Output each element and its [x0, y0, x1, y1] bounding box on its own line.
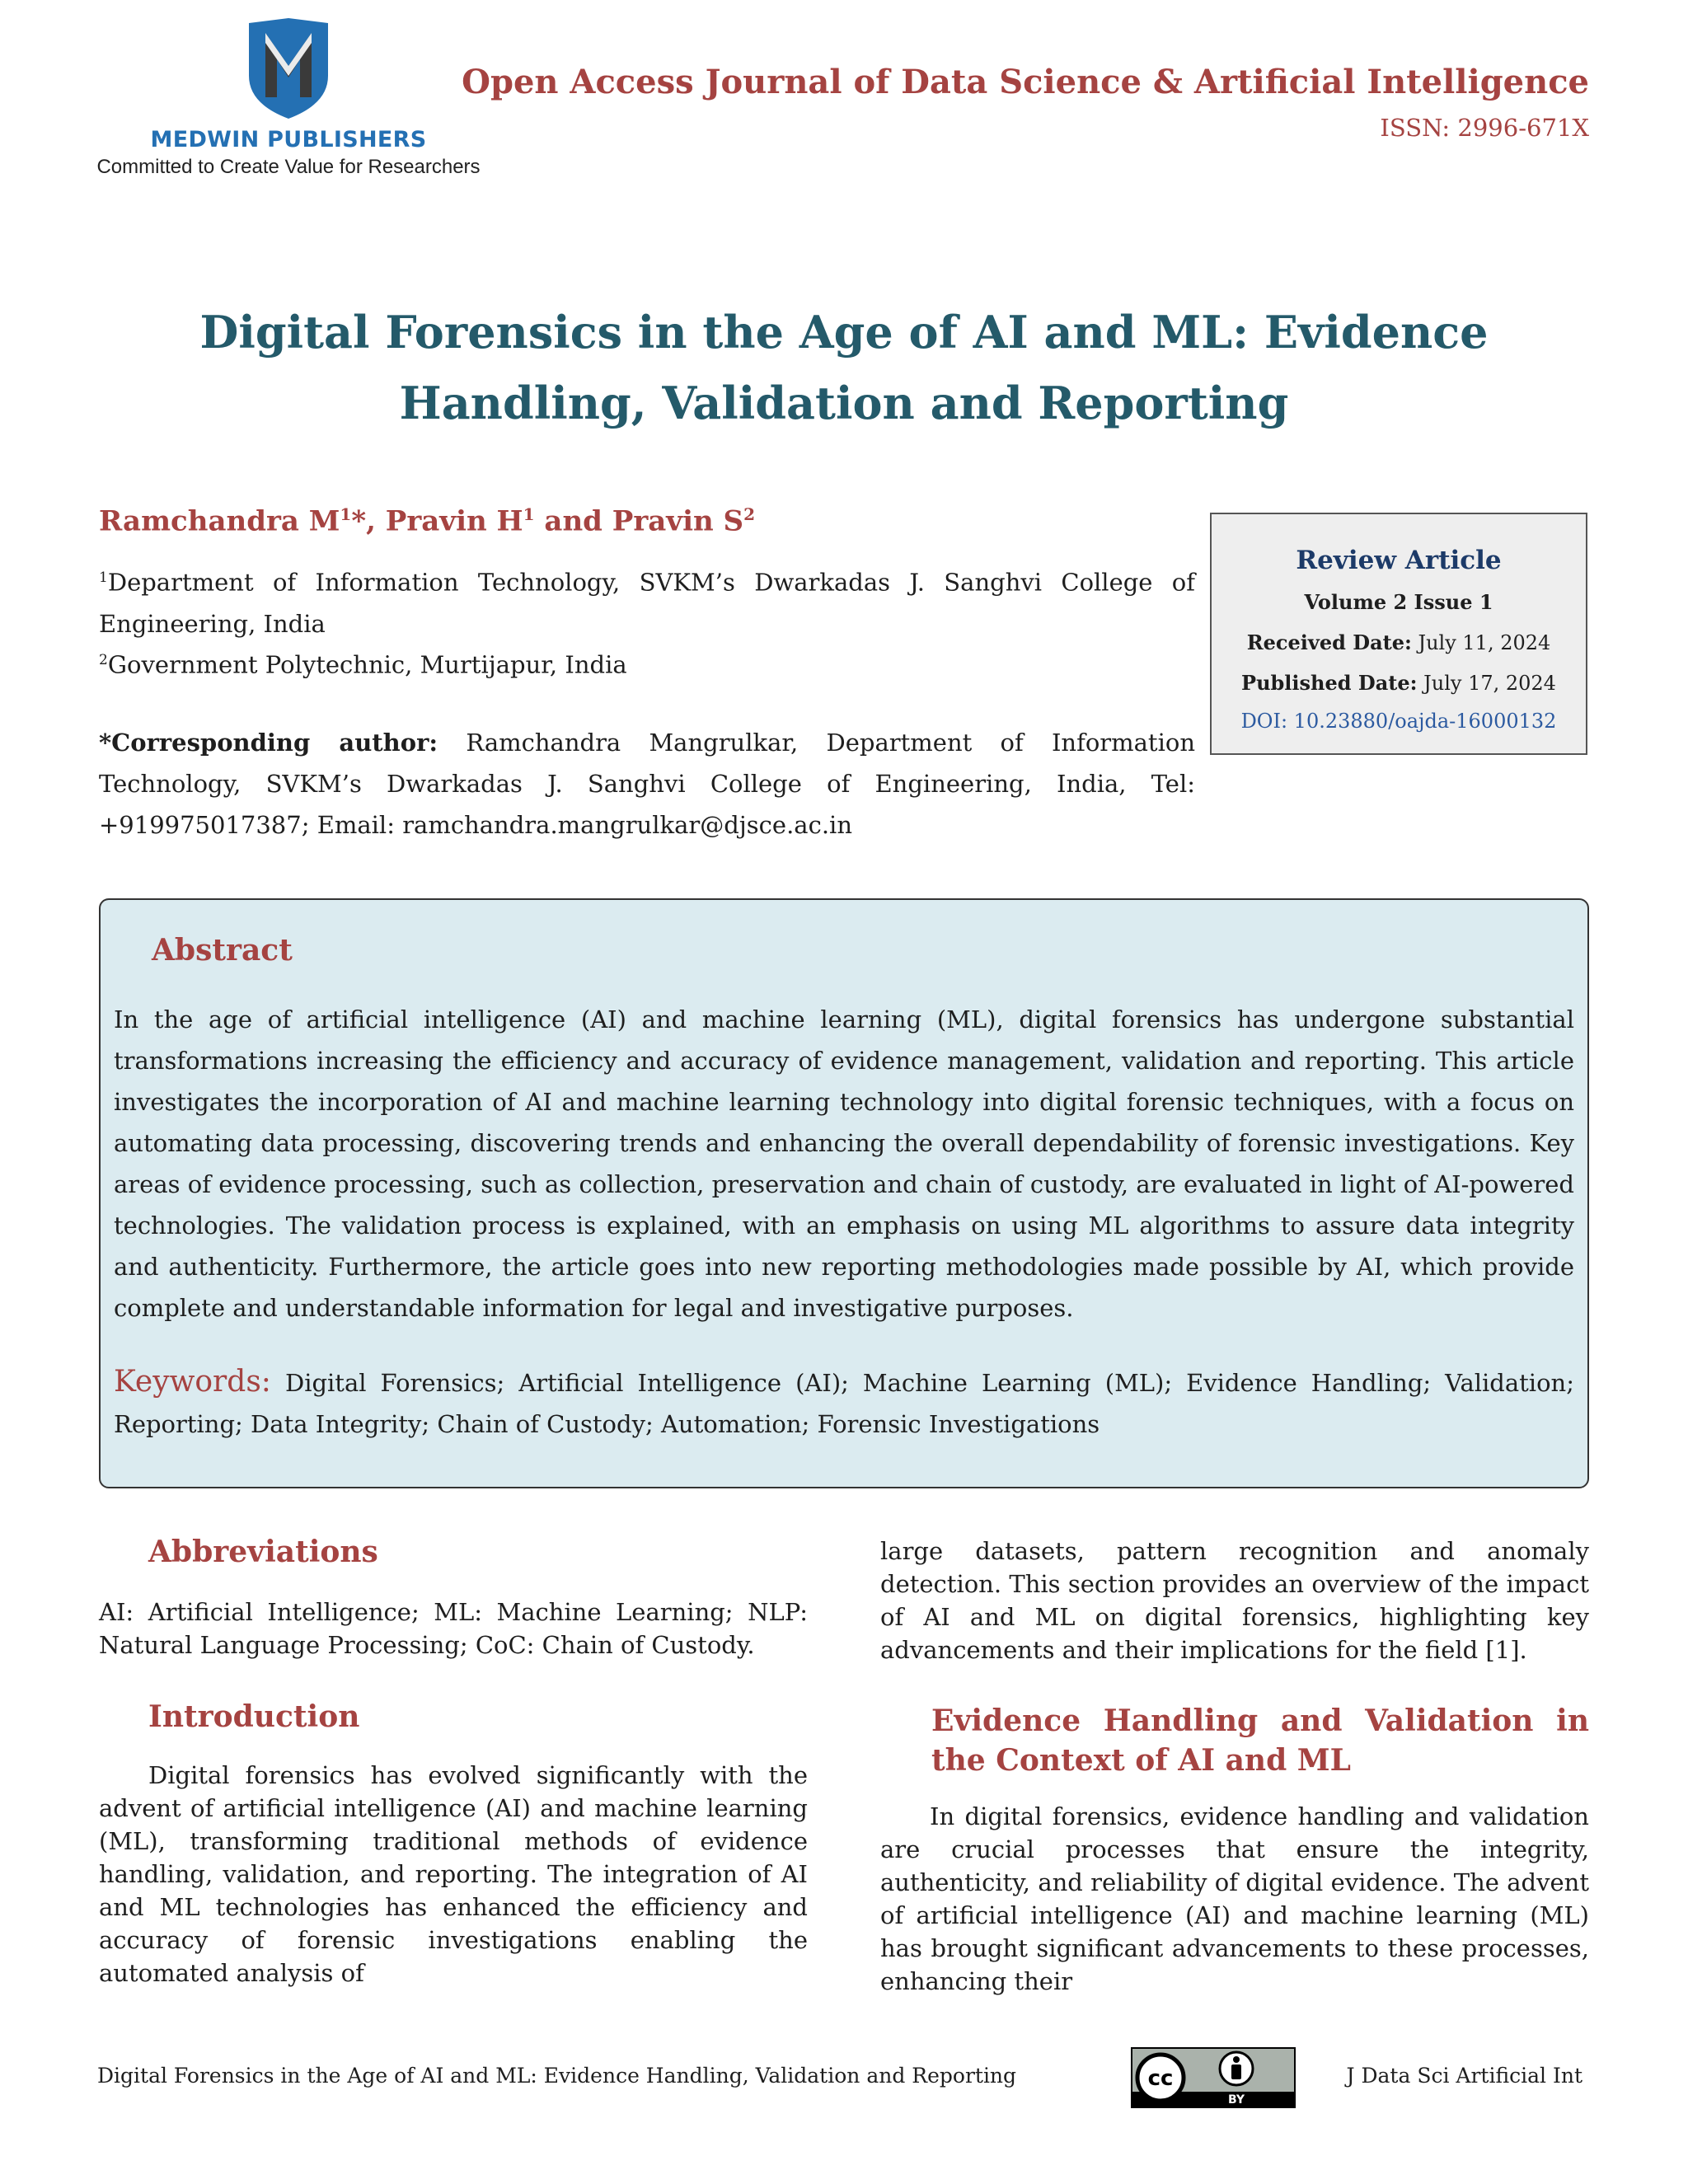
keywords: [114, 1361, 1574, 1445]
author-1-affiliation-mark: 1: [340, 504, 352, 524]
published-date: [1212, 671, 1586, 695]
journal-title: Open Access Journal of Data Science & Artificial Intelligence: [462, 63, 1589, 101]
article-title: Digital Forensics in the Age of AI and ML: Evidence Handling, Validation and Reporting: [199, 306, 1489, 429]
affiliation-2-text: Government Polytechnic, Murtijapur, India: [107, 650, 627, 679]
keywords-text: Digital Forensics; Artificial Intelligence (AI); Machine Learning (ML); Evidence Handling; Validation; Reporting; Data Integrity; Chain of Custody; Automation; Forensic Investigations: [114, 1369, 1574, 1438]
introduction-continued-text: large datasets, pattern recognition and anomaly detection. This section provides an overview of the impact of AI and ML on digital forensics, highlighting key advancements and their implications for the field [1].: [880, 1537, 1589, 1664]
license-badge-text: BY: [1227, 2093, 1245, 2107]
medwin-shield-icon: [246, 18, 331, 119]
doi-link[interactable]: DOI: 10.23880/oajda-16000132: [1240, 710, 1557, 733]
publisher-logo: [91, 18, 486, 191]
received-date-label: Received Date:: [1246, 630, 1412, 654]
article-info-box: [1210, 513, 1587, 755]
author-3-affiliation-mark: 2: [743, 504, 756, 524]
footer-journal-abbrev: J Data Sci Artificial Int: [1346, 2064, 1582, 2088]
corresponding-author-label: *Corresponding author:: [99, 729, 438, 757]
affiliation-1-mark: 1: [99, 569, 108, 586]
affiliation-1: [99, 557, 1195, 644]
footer-running-title: Digital Forensics in the Age of AI and ML: Evidence Handling, Validation and Reporting: [97, 2064, 1017, 2088]
journal-issn: ISSN: 2996-671X: [1380, 114, 1589, 142]
abstract-heading: Abstract: [152, 933, 293, 968]
author-3: Pravin S: [612, 504, 744, 538]
evidence-handling-text: In digital forensics, evidence handling and validation are crucial processes that ensure the integrity, authenticity, and reliability of digital evidence. The advent of artificial intelligence (AI) and machine learning (ML) has brought significant advancements to these processes, enhancing their: [880, 1802, 1589, 1995]
publisher-tagline: Committed to Create Value for Researchers: [96, 156, 481, 178]
received-date: [1212, 630, 1586, 654]
published-date-value: July 17, 2024: [1417, 672, 1556, 695]
svg-text:cc: cc: [1147, 2066, 1174, 2091]
publisher-name: MEDWIN PUBLISHERS: [150, 127, 427, 152]
introduction-text: Digital forensics has evolved significantly with the advent of artificial intelligence (AI) and machine learning (ML), transforming traditional methods of evidence handling, validation, and reporting. The integration of AI and ML technologies has enhanced the efficiency and accuracy of forensic investigations enabling the automated analysis of: [99, 1761, 808, 1987]
author-list: [99, 504, 755, 537]
abstract-text: In the age of artificial intelligence (AI) and machine learning (ML), digital forensics has undergone substantial transformations increasing the efficiency and accuracy of evidence management, validation and reporting. This article investigates the incorporation of AI and machine learning technology into digital forensic techniques, with a focus on automating data processing, discovering trends and enhancing the overall dependability of forensic investigations. Key areas of evidence processing, such as collection, preservation and chain of custody, are evaluated in light of AI-powered technologies. The validation process is explained, with an emphasis on using ML algorithms to assure data integrity and authenticity. Furthermore, the article goes into new reporting methodologies made possible by AI, which provide complete and understandable information for legal and investigative purposes.: [114, 1005, 1574, 1322]
creative-commons-by-icon[interactable]: [1131, 2047, 1296, 2108]
abbreviations-heading: Abbreviations: [148, 1535, 378, 1569]
evidence-handling-heading: Evidence Handling and Validation in the Context of AI and ML: [931, 1704, 1589, 1778]
author-2-affiliation-mark: 1: [523, 504, 535, 524]
volume-issue: Volume 2 Issue 1: [1304, 590, 1493, 614]
cc-by-badge-graphic: [1131, 2047, 1296, 2108]
author-2: Pravin H: [385, 504, 523, 538]
abstract-box: [99, 898, 1589, 1488]
affiliation-1-text: Department of Information Technology, SVKM’s Dwarkadas J. Sanghvi College of Engineering, India: [99, 568, 1195, 638]
corresponding-author-details: Ramchandra Mangrulkar, Department of Information Technology, SVKM’s Dwarkadas J. Sanghvi College of Engineering, India, Tel: +919975017387; Email: ramchandra.mangrulkar@djsce.ac.in: [99, 729, 1196, 839]
introduction-heading: Introduction: [148, 1699, 360, 1734]
corresponding-mark: *,: [351, 504, 386, 538]
published-date-label: Published Date:: [1241, 671, 1418, 695]
author-1: Ramchandra M: [99, 504, 340, 538]
author-conjunction: and: [534, 504, 612, 538]
article-type: Review Article: [1296, 546, 1502, 575]
abbreviations-text: AI: Artificial Intelligence; ML: Machine Learning; NLP: Natural Language Processing; CoC: Chain of Custody.: [99, 1598, 808, 1659]
keywords-label: Keywords:: [114, 1365, 271, 1399]
corresponding-author: [99, 722, 1195, 846]
affiliation-2: [99, 640, 1195, 686]
received-date-value: July 11, 2024: [1411, 631, 1551, 654]
affiliation-2-mark: 2: [99, 652, 108, 668]
